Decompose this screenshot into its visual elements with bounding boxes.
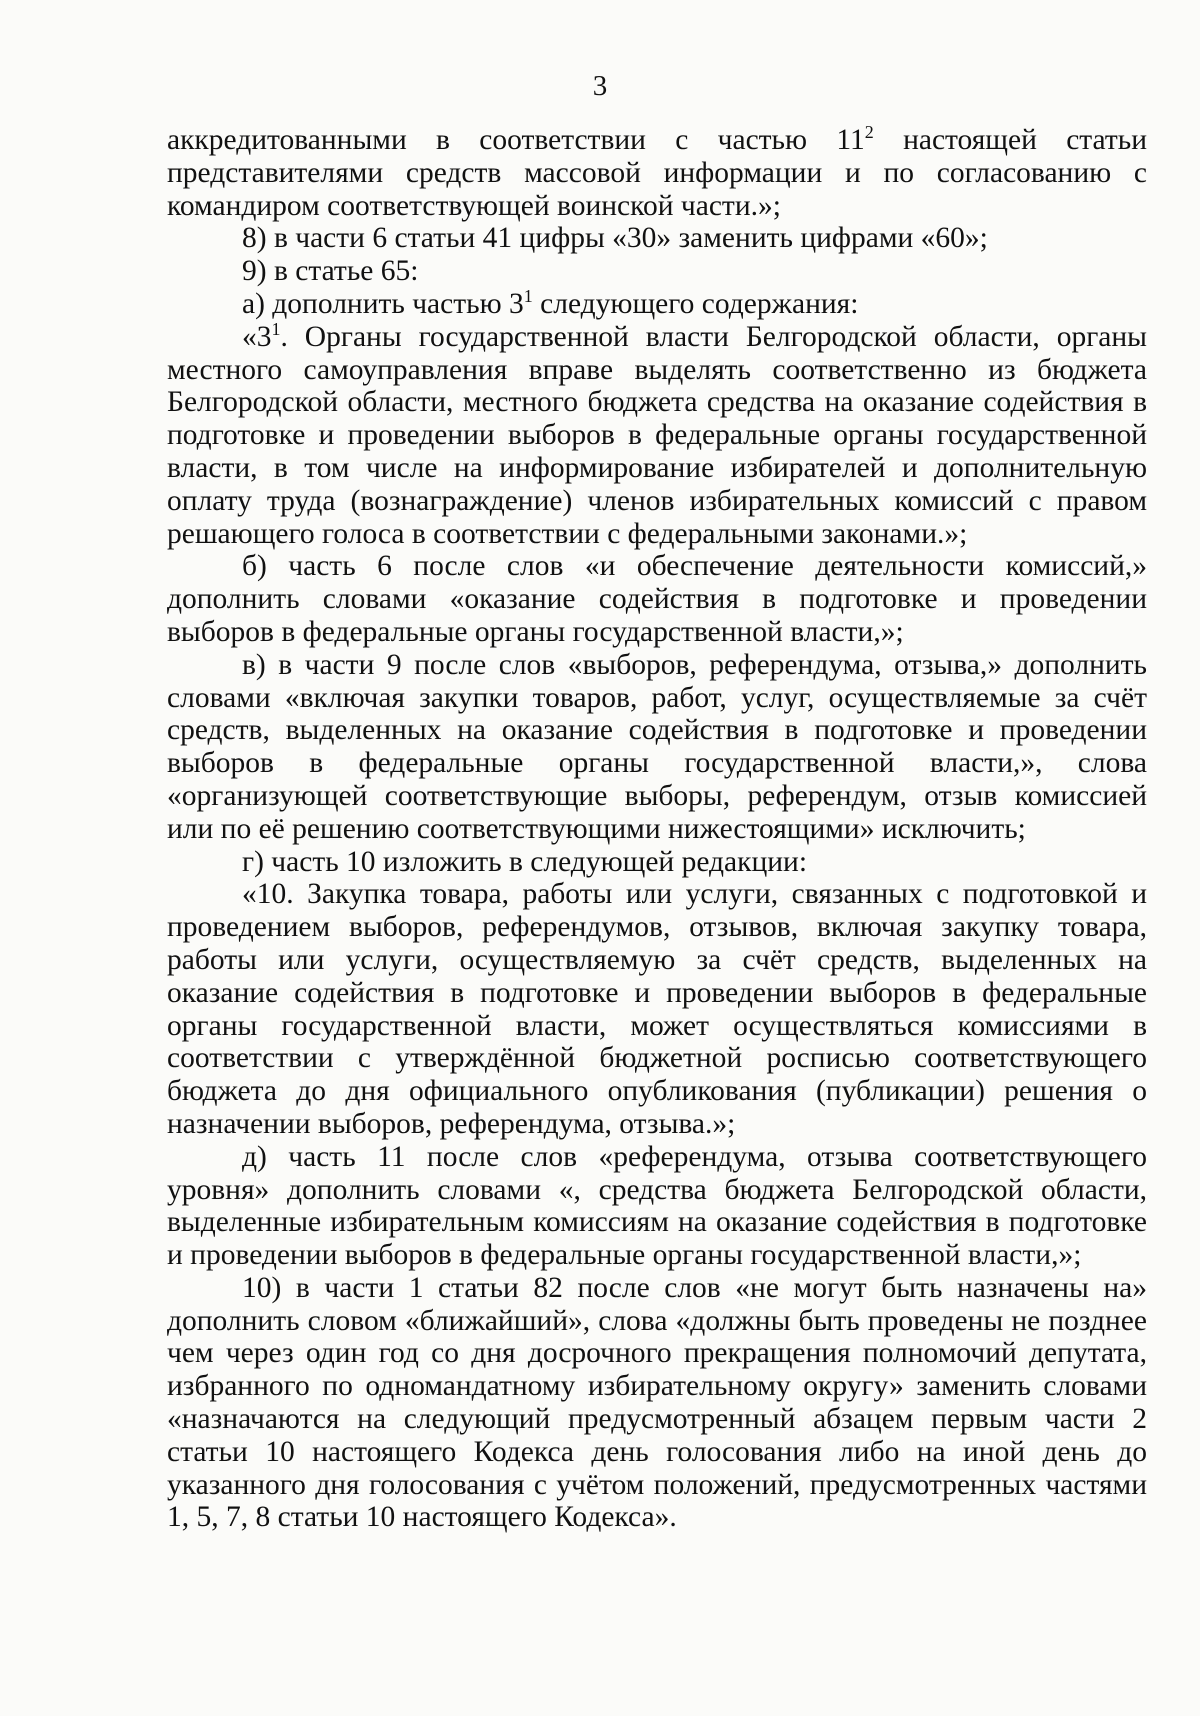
superscript-number: 1	[271, 318, 281, 339]
text-segment: «3	[242, 320, 272, 353]
paragraph-item-g: г) часть 10 изложить в следующей редакции:	[242, 845, 808, 878]
superscript-number: 2	[864, 122, 874, 143]
paragraph-continuation	[167, 124, 1147, 222]
paragraph-item-b: б) часть 6 после слов «и обеспечение деятельности комиссий,» дополнить словами «оказание содействия в подготовке и проведении выборов в федеральные органы государственной власти,»;	[167, 550, 1147, 648]
paragraph-item-9: 9) в статье 65:	[242, 255, 419, 288]
paragraph-quoted-part-3-1	[167, 318, 1147, 551]
paragraph-item-v: в) в части 9 после слов «выборов, референдума, отзыва,» дополнить словами «включая закупки товаров, работ, услуг, осуществляемые за счёт средств, выделенных на оказание содействия в подготовке и проведении выборов в федеральные органы государственной власти,», слова «организующей соответствующие выборы, референдум, отзыв комиссией или по её решению соответствующими нижестоящими» исключить;	[167, 648, 1147, 845]
text-segment: аккредитованными в соответствии с частью 11	[167, 124, 865, 156]
paragraph-quoted-part-10: «10. Закупка товара, работы или услуги, связанных с подготовкой и проведением выборов, референдумов, отзывов, включая закупку товара, работы или услуги, осуществляемую за счёт средств, выделенных на оказание содействия в подготовке и проведении выборов в федеральные органы государственной власти, может осуществляться комиссиями в соответствии с утверждённой бюджетной росписью соответствующего бюджета до дня официального опубликования (публикации) решения о назначении выборов, референдума, отзыва.»;	[167, 878, 1147, 1140]
paragraph-item-d: д) часть 11 после слов «референдума, отзыва соответствующего уровня» дополнить словами «, средства бюджета Белгородской области, выделенные избирательным комиссиям на оказание содействия в подготовке и проведении выборов в федеральные органы государственной власти,»;	[167, 1140, 1147, 1272]
text-segment: . Органы государственной власти Белгородской области, органы местного самоуправления вправе выделять соответственно из бюджета Белгородской области, местного бюджета средства на оказание содействия в подготовке и проведении выборов в федеральные органы государственной власти, в том числе на информирование избирателей и дополнительную оплату труда (вознаграждение) членов избирательных комиссий с правом решающего голоса в соответствии с федеральными законами.»;	[167, 320, 1147, 550]
page-number: 3	[592, 70, 608, 102]
text-segment: а) дополнить частью 3	[242, 287, 524, 320]
superscript-number: 1	[523, 286, 533, 307]
paragraph-item-10: 10) в части 1 статьи 82 после слов «не могут быть назначены на» дополнить словом «ближайший», слова «должны быть проведены не позднее чем через один год со дня досрочного прекращения полномочий депутата, избранного по одномандатному избирательному округу» заменить словами «назначаются на следующий предусмотренный абзацем первым части 2 статьи 10 настоящего Кодекса день голосования либо на иной день до указанного дня голосования с учётом положений, предусмотренных частями 1, 5, 7, 8 статьи 10 настоящего Кодекса».	[167, 1271, 1147, 1534]
paragraph-item-8: 8) в части 6 статьи 41 цифры «30» заменить цифрами «60»;	[242, 222, 988, 255]
document-body	[167, 124, 1147, 1534]
text-segment: следующего содержания:	[532, 287, 859, 320]
paragraph-item-a	[167, 288, 1147, 321]
text-segment: настоящей статьи представителями средств массовой информации и по согласованию с командиром соответствующей воинской части.»;	[167, 124, 1147, 222]
